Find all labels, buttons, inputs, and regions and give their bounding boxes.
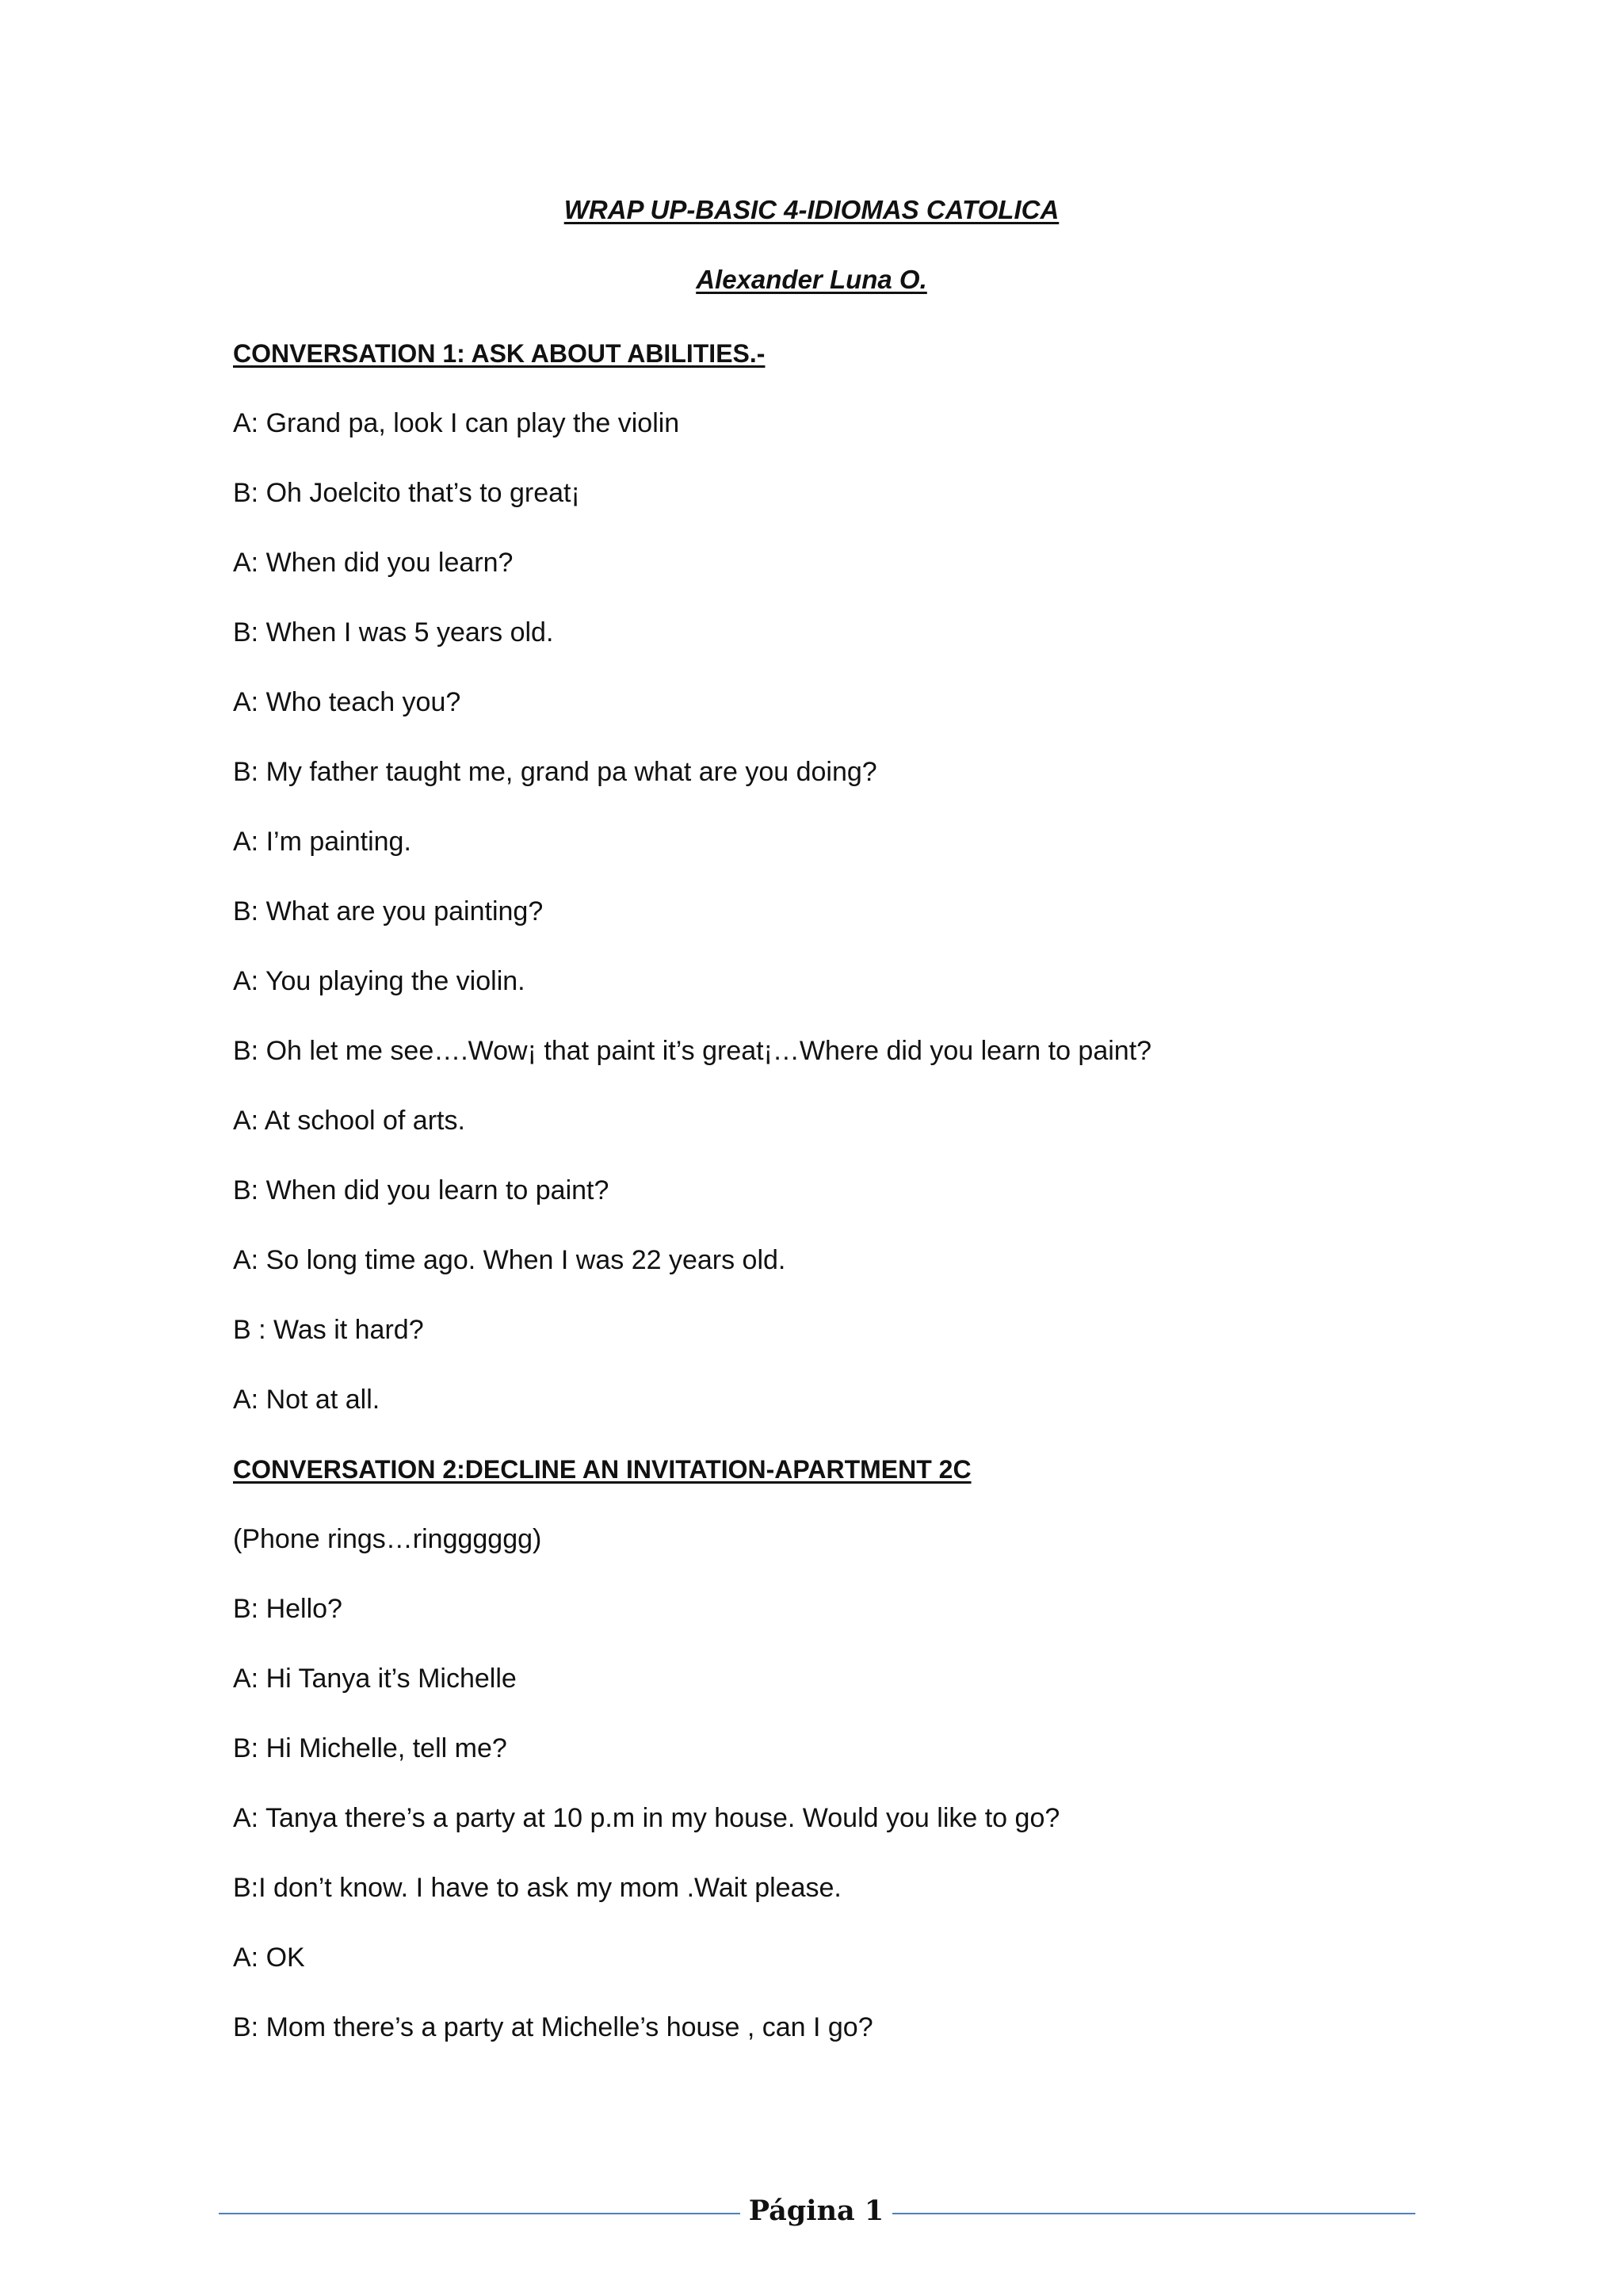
dialogue-line: A: Who teach you? bbox=[233, 687, 461, 717]
dialogue-line: B:I don’t know. I have to ask my mom .Wait please. bbox=[233, 1873, 842, 1903]
dialogue-line: A: You playing the violin. bbox=[233, 966, 525, 996]
dialogue-line: B: Mom there’s a party at Michelle’s house , can I go? bbox=[233, 2012, 873, 2042]
dialogue-line: B: Oh let me see….Wow¡ that paint it’s great¡…Where did you learn to paint? bbox=[233, 1036, 1152, 1066]
section-heading-conversation-1: CONVERSATION 1: ASK ABOUT ABILITIES.- bbox=[233, 339, 766, 368]
dialogue-line: B: My father taught me, grand pa what are you doing? bbox=[233, 757, 877, 787]
footer-rule-left bbox=[219, 2213, 740, 2214]
dialogue-line: B: Oh Joelcito that’s to great¡ bbox=[233, 478, 580, 508]
dialogue-line: B: When did you learn to paint? bbox=[233, 1175, 609, 1205]
dialogue-line: A: OK bbox=[233, 1943, 305, 1973]
dialogue-line: A: Not at all. bbox=[233, 1385, 380, 1415]
dialogue-line: B: Hello? bbox=[233, 1594, 342, 1624]
dialogue-line: (Phone rings…ringggggg) bbox=[233, 1524, 542, 1554]
dialogue-line: A: So long time ago. When I was 22 years old. bbox=[233, 1245, 786, 1275]
dialogue-line: A: At school of arts. bbox=[233, 1106, 465, 1136]
dialogue-line: A: Grand pa, look I can play the violin bbox=[233, 408, 680, 438]
document-title: WRAP UP-BASIC 4-IDIOMAS CATOLICA bbox=[563, 195, 1060, 224]
dialogue-line: A: Tanya there’s a party at 10 p.m in my house. Would you like to go? bbox=[233, 1803, 1060, 1833]
dialogue-line: B: Hi Michelle, tell me? bbox=[233, 1733, 507, 1763]
dialogue-line: B: When I was 5 years old. bbox=[233, 617, 554, 648]
document-author: Alexander Luna O. bbox=[696, 265, 927, 294]
section-heading-conversation-2: CONVERSATION 2:DECLINE AN INVITATION-APARTMENT 2C bbox=[233, 1455, 972, 1484]
dialogue-line: B: What are you painting? bbox=[233, 896, 544, 926]
footer-rule-right bbox=[892, 2213, 1415, 2214]
dialogue-line: B : Was it hard? bbox=[233, 1315, 424, 1345]
dialogue-line: A: Hi Tanya it’s Michelle bbox=[233, 1664, 517, 1694]
dialogue-line: A: When did you learn? bbox=[233, 548, 514, 578]
page-number: Página 1 bbox=[748, 2195, 884, 2227]
dialogue-line: A: I’m painting. bbox=[233, 827, 411, 857]
